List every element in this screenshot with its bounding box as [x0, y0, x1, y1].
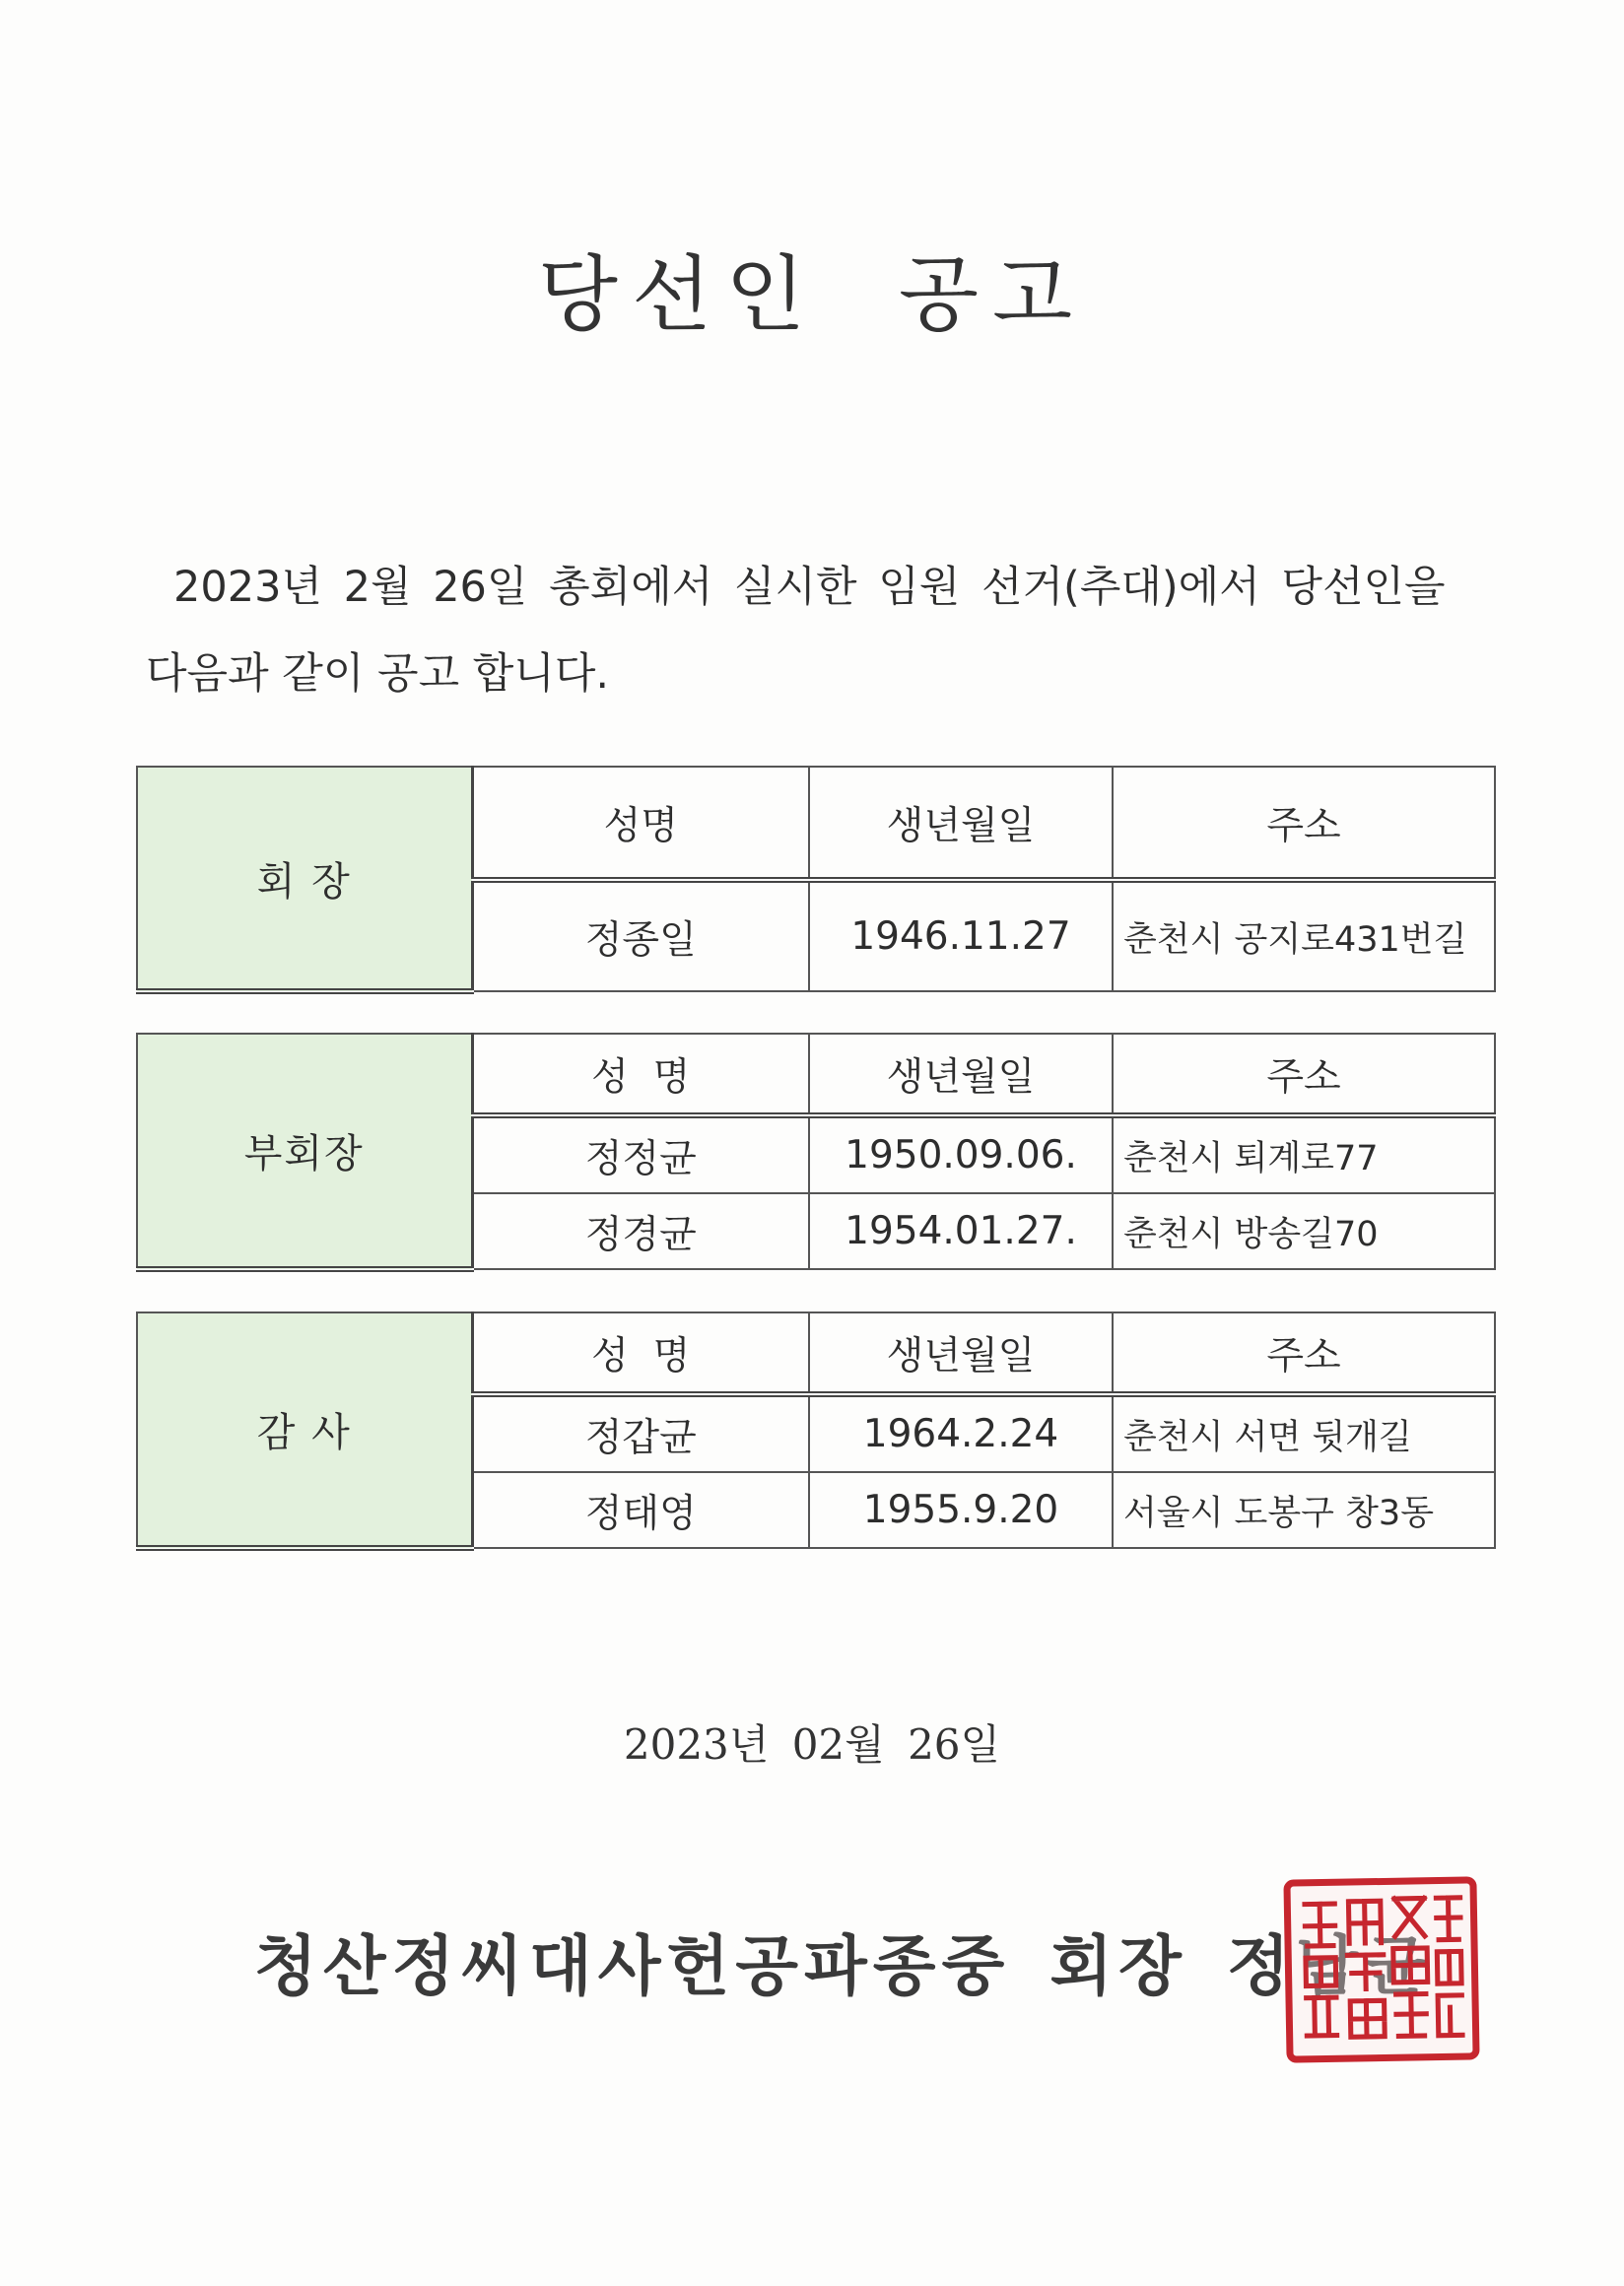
member-address: 춘천시 퇴계로77 — [1113, 1115, 1495, 1193]
member-birth: 1955.9.20 — [809, 1472, 1113, 1548]
announcement-date: 2023년 02월 26일 — [623, 1720, 1001, 1769]
member-address: 춘천시 서면 뒷개길 — [1113, 1394, 1495, 1472]
header-name: 성 명 — [472, 1312, 809, 1394]
header-birth: 생년월일 — [809, 767, 1113, 880]
member-name: 정정균 — [472, 1115, 809, 1193]
member-name: 정종일 — [472, 880, 809, 991]
header-name: 성 명 — [472, 1034, 809, 1115]
header-birth: 생년월일 — [809, 1034, 1113, 1115]
signature-line — [254, 1914, 1433, 2007]
member-birth: 1954.01.27. — [809, 1193, 1113, 1269]
member-address: 춘천시 방송길70 — [1113, 1193, 1495, 1269]
intro-line-2: 다음과 같이 공고 합니다. — [146, 649, 610, 699]
member-name: 정경균 — [472, 1193, 809, 1269]
member-address: 서울시 도봉구 창3동 — [1113, 1472, 1495, 1548]
intro-line-1: 2023년 2월 26일 총회에서 실시한 임원 선거(추대)에서 당선인을 — [173, 563, 1446, 612]
signature-organization: 청산정씨대사헌공파종중 — [254, 1928, 1011, 2004]
header-birth: 생년월일 — [809, 1312, 1113, 1394]
header-address: 주소 — [1113, 1312, 1495, 1394]
role-cell-auditor: 감 사 — [137, 1312, 472, 1548]
header-address: 주소 — [1113, 767, 1495, 880]
member-birth: 1950.09.06. — [809, 1115, 1113, 1193]
member-address: 춘천시 공지로431번길 — [1113, 880, 1495, 991]
member-birth: 1964.2.24 — [809, 1394, 1113, 1472]
member-name: 정태영 — [472, 1472, 809, 1548]
role-cell-vice-president: 부회장 — [137, 1034, 472, 1269]
seal-glyphs-icon — [1291, 1883, 1473, 2055]
page-title: 당선인 공고 — [537, 246, 1087, 343]
signature-name: 정남균 — [1226, 1928, 1434, 2004]
header-name: 성명 — [472, 767, 809, 880]
member-name: 정갑균 — [472, 1394, 809, 1472]
president-table — [136, 766, 1496, 994]
header-address: 주소 — [1113, 1034, 1495, 1115]
signature-position: 회장 — [1049, 1928, 1187, 2004]
auditor-table — [136, 1311, 1496, 1551]
role-cell-president: 회 장 — [137, 767, 472, 991]
official-seal — [1283, 1876, 1479, 2062]
intro-paragraph — [146, 544, 1496, 717]
member-birth: 1946.11.27 — [809, 880, 1113, 991]
vice-president-table — [136, 1033, 1496, 1272]
